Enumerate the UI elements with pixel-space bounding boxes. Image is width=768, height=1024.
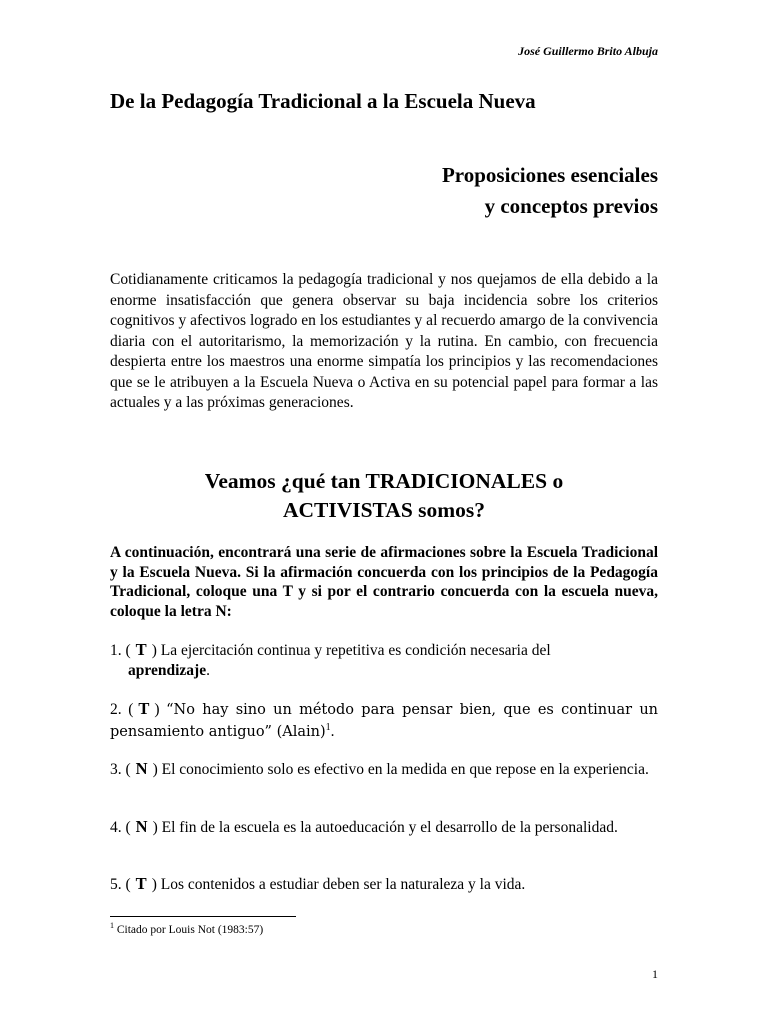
page-title: De la Pedagogía Tradicional a la Escuela Nueva — [110, 89, 536, 113]
list-item: 4. ( N ) El fin de la escuela es la autoeducación y el desarrollo de la personalidad. — [110, 817, 618, 836]
subtitle — [442, 160, 658, 222]
item-text-end: . — [330, 723, 335, 740]
item-number: 1. — [110, 642, 122, 659]
subtitle-line-1: Proposiciones esenciales — [441, 163, 658, 187]
instructions-paragraph: A continuación, encontrará una serie de afirmaciones sobre la Escuela Tradicional y la Escuela Nueva. Si la afirmación concuerda con los principios de la Pedagogía Tradicional, coloque una T y si por el contrario concuerda con la escuela nueva, coloque la letra N: — [110, 544, 658, 620]
intro-paragraph: Cotidianamente criticamos la pedagogía tradicional y nos quejamos de ella debido a la enorme insatisfacción que genera observar su baja incidencia sobre los criterios cognitivos y afectivos logrado en los estudiantes y al recuerdo amargo de la convivencia diaria con el autoritarismo, la memorización y la rutina. En cambio, con frecuencia despierta entre los maestros una enorme simpatía los principios y las recomendaciones que se le atribuyen a la Escuela Nueva o Activa en su potencial papel para formar a las actuales y a las próximas generaciones. — [110, 271, 658, 411]
subtitle-line-2: y conceptos previos — [484, 194, 658, 218]
item-number: 4. — [110, 819, 122, 836]
section-heading-line-2: ACTIVISTAS somos? — [282, 498, 486, 522]
item-text: El conocimiento solo es efectivo en la medida en que repose en la experiencia. — [161, 761, 649, 778]
list-item: 1. ( T ) La ejercitación continua y repetitiva es condición necesaria del aprendizaje. — [110, 640, 551, 679]
item-number: 5. — [110, 876, 122, 893]
section-heading-line-1: Veamos ¿qué tan TRADICIONALES o — [204, 469, 564, 493]
list-item: 2. ( T ) “No hay sino un método para pensar bien, que es continuar un pensamiento antiguo” (Alain)$^1$. — [110, 699, 658, 740]
footnote-number: 1 — [110, 921, 114, 930]
item-number: 2. — [110, 701, 122, 718]
item-answer: N — [135, 759, 148, 778]
item-answer: T — [135, 640, 147, 659]
item-number: 3. — [110, 761, 122, 778]
footnote — [110, 921, 263, 936]
footnote-text: Citado por Louis Not (1983:57) — [116, 923, 264, 936]
section-heading — [110, 467, 658, 525]
item-text: “No hay sino un método para pensar bien, que es continuar un pensamiento antiguo” (Alain) — [110, 702, 658, 740]
item-answer: T — [135, 874, 147, 893]
item-answer: N — [135, 817, 148, 836]
item-answer: T — [138, 699, 150, 718]
list-item: 5. ( T ) Los contenidos a estudiar deben ser la naturaleza y la vida. — [110, 874, 526, 893]
footnote-divider — [110, 916, 296, 917]
list-item: 3. ( N ) El conocimiento solo es efectivo en la medida en que repose en la experiencia. — [110, 759, 649, 778]
item-text-end: . — [206, 662, 210, 679]
item-text-bold: aprendizaje — [128, 662, 207, 679]
page-number: 1 — [652, 967, 658, 981]
header-author: José Guillermo Brito Albuja — [518, 44, 658, 58]
item-text: Los contenidos a estudiar deben ser la naturaleza y la vida. — [160, 876, 526, 893]
item-text: La ejercitación continua y repetitiva es condición necesaria del — [160, 642, 551, 659]
footnote-ref: 1 — [325, 721, 331, 733]
item-text: El fin de la escuela es la autoeducación y el desarrollo de la personalidad. — [161, 819, 618, 836]
